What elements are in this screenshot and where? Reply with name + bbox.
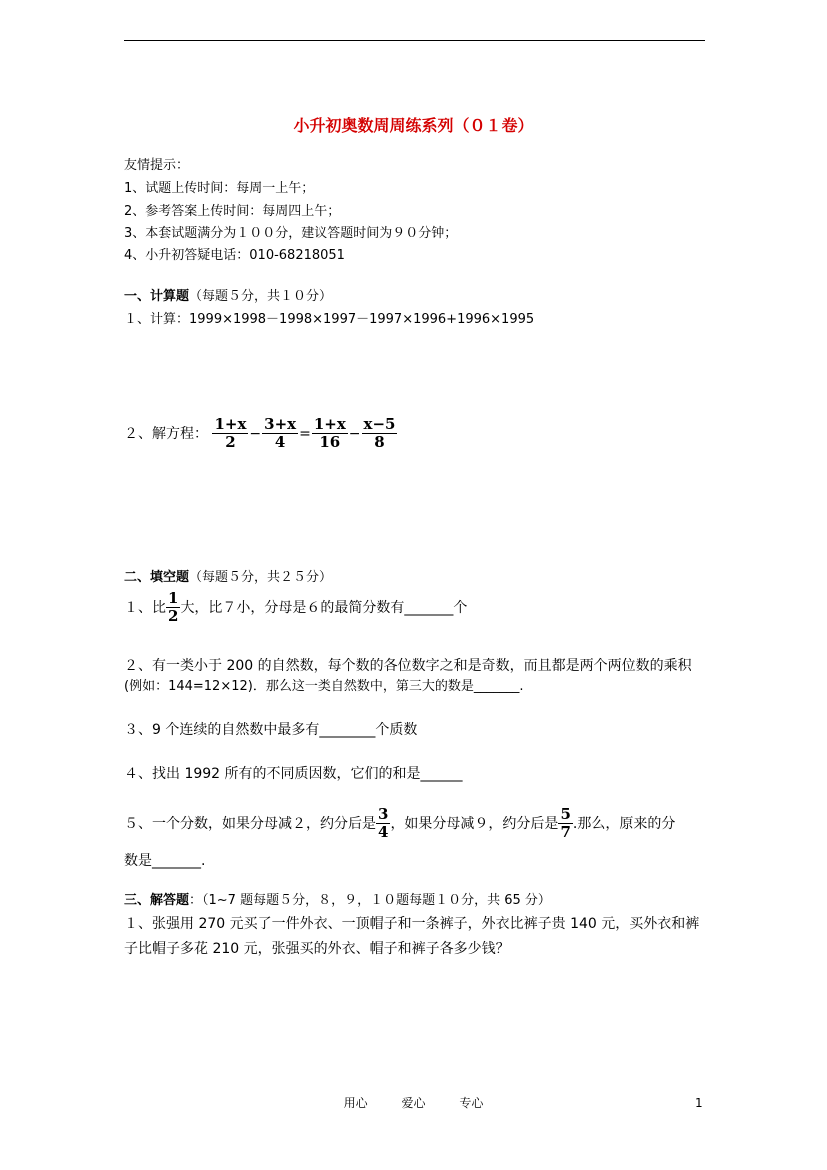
section2-q5-text-c: .那么，原来的分 [572,815,676,832]
minus-sign-1: − [249,425,262,442]
section2-q5-fraction-1 [376,806,390,841]
section1-q1: １、计算：1999×1998－1998×1997－1997×1996+1996×1995 [124,312,535,327]
section3-q1-line1: １、张强用 270 元买了一件外衣、一顶帽子和一条裤子，外衣比裤子贵 140 元，买外衣和裤 [124,916,700,932]
fraction-3-numerator: 1+x [313,415,346,433]
section3-header [124,893,551,909]
fraction-4-numerator: x−5 [363,415,396,433]
footer [0,1094,827,1111]
section3-note: ：（1~7 题每题５分，８，９，１０题每题１０分，共 65 分） [189,893,551,908]
fraction-4-denominator: 8 [374,433,385,451]
section2-q5-fraction-2 [558,806,572,841]
fraction-1-numerator: 1+x [214,415,247,433]
section1-header [124,289,332,305]
section2-q2-line2: (例如：144=12×12)．那么这一类自然数中，第三大的数是_______. [124,679,524,694]
section2-q3: ３、9 个连续的自然数中最多有________个质数 [124,722,418,738]
section3-heading: 三、解答题 [124,893,190,908]
section1-q2 [124,416,397,451]
footer-word-1: 用心 [343,1096,368,1110]
section2-q5-fraction-1-numerator: 3 [378,805,389,823]
section1-q2-prefix: ２、解方程： [124,425,208,442]
section3-q1-line2: 子比帽子多花 210 元，张强买的外衣、帽子和裤子各多少钱？ [124,941,510,957]
equation-fraction-2 [262,416,298,451]
section2-q2-line1: ２、有一类小于 200 的自然数，每个数的各位数字之和是奇数，而且都是两个两位数的乘积 [124,658,692,674]
section2-q1-fraction-denominator: 2 [168,607,179,625]
tip-item-4: 4、小升初答疑电话：010-68218051 [124,248,345,263]
fraction-2-denominator: 4 [274,433,286,451]
section2-q1-fraction [166,590,180,625]
section2-heading: 二、填空题 [124,570,190,585]
section2-q5-fraction-2-denominator: 7 [560,823,571,841]
fraction-1-denominator: 2 [225,433,236,451]
section2-q5-fraction-2-numerator: 5 [560,805,571,823]
section2-q5-text-b: ，如果分母减９，约分后是 [390,815,559,832]
tip-item-1: 1、试题上传时间：每周一上午； [124,181,315,196]
section2-q1-text-a: １、比 [124,599,166,616]
equation-fraction-4 [362,416,398,451]
section2-q1-fraction-numerator: 1 [168,589,179,607]
section1-heading: 一、计算题 [124,289,190,304]
equation-fraction-1 [212,416,248,451]
fraction-2-numerator: 3+x [264,415,297,433]
page-number: 1 [695,1096,703,1110]
minus-sign-2: − [348,425,361,442]
section2-note: （每题５分，共２５分） [189,570,333,585]
section2-q4: ４、找出 1992 所有的不同质因数，它们的和是______ [124,766,463,782]
footer-word-2: 爱心 [401,1096,426,1110]
section2-q1 [124,590,467,625]
section2-header [124,570,332,586]
tip-item-2: 2、参考答案上传时间：每周四上午； [124,204,341,219]
equation-fraction-3 [312,416,348,451]
section1-note: （每题５分，共１０分） [189,289,333,304]
equals-sign: = [299,425,311,442]
section2-q5-line2: 数是_______. [124,853,206,869]
section2-q1-text-b: 大，比７小，分母是６的最简分数有_______个 [180,599,468,616]
tip-item-3: 3、本套试题满分为１００分，建议答题时间为９０分钟； [124,226,458,241]
fraction-3-denominator: 16 [319,433,341,451]
header-rule [124,40,705,41]
page-title: 小升初奥数周周练系列（０１卷） [293,116,534,135]
section2-q5-text-a: ５、一个分数，如果分母减２，约分后是 [124,815,376,832]
tips-heading: 友情提示： [124,158,190,173]
section2-q5-line1 [124,806,675,841]
section2-q5-fraction-1-denominator: 4 [378,823,389,841]
footer-word-3: 专心 [459,1096,484,1110]
